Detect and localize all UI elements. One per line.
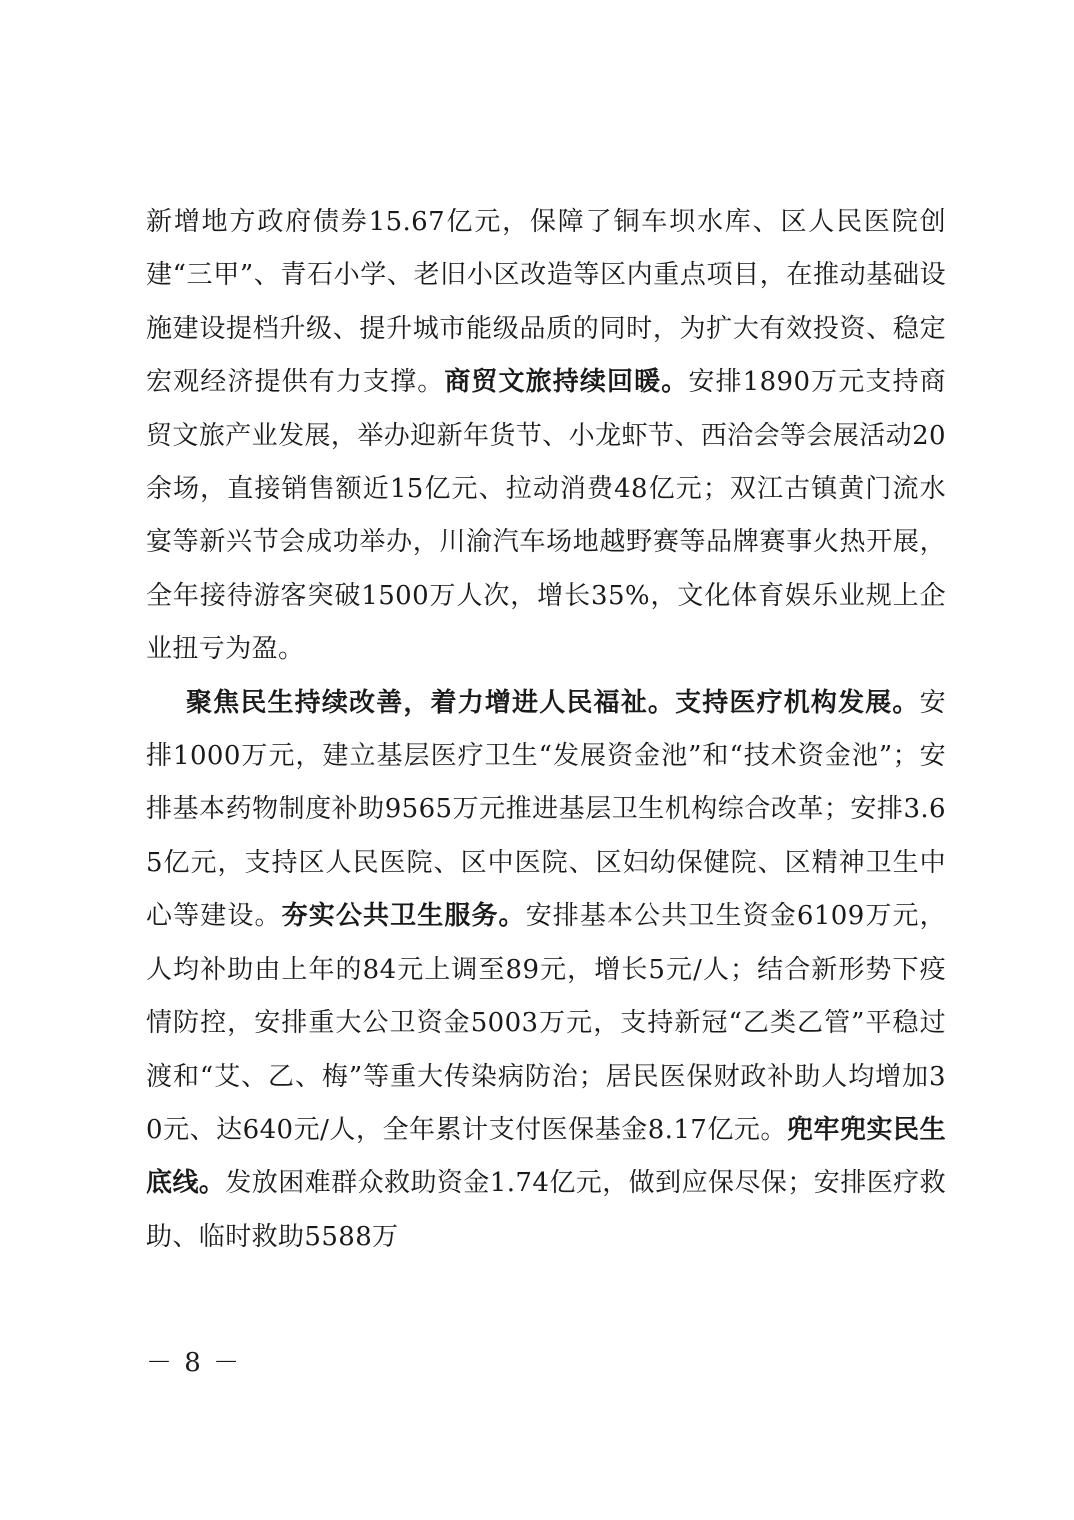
text-segment: 发放困难群众救助资金1.74亿元，做到应保尽保；安排医疗救助、临时救助5588万: [146, 1168, 946, 1252]
bold-heading: 商贸文旅持续回暖。: [444, 367, 689, 398]
document-body: [146, 196, 946, 1264]
bold-heading: 兜牢兜实民生底线。: [146, 1114, 946, 1199]
paragraph-1: [146, 196, 946, 677]
paragraph-2: [146, 677, 946, 1264]
text-segment: 安排基本公共卫生资金6109万元，人均补助由上年的84元上调至89元，增长5元/人；结合新形势下疫情防控，安排重大公卫资金5003万元，支持新冠“乙类乙管”平稳过渡和“艾、乙、梅”等重大传染病防治；居民医保财政补助人均增加30元、达640元/人，全年累计支付医保基金8.17亿元。: [146, 901, 946, 1145]
page-number: － 8 －: [146, 1348, 242, 1378]
text-segment: 安排1890万元支持商贸文旅产业发展，举办迎新年货节、小龙虾节、西洽会等会展活动20余场，直接销售额近15亿元、拉动消费48亿元；双江古镇黄门流水宴等新兴节会成功举办，川渝汽车场地越野赛等品牌赛事火热开展，全年接待游客突破1500万人次，增长35%，文化体育娱乐业规上企业扭亏为盈。: [146, 367, 946, 665]
text-segment: 新增地方政府债券15.67亿元，保障了铜车坝水库、区人民医院创建“三甲”、青石小学、老旧小区改造等区内重点项目，在推动基础设施建设提档升级、提升城市能级品质的同时，为扩大有效投资、稳定宏观经济提供有力支撑。: [146, 207, 946, 398]
section-heading: 聚焦民生持续改善，着力增进人民福祉。: [186, 687, 676, 718]
bold-heading: 支持医疗机构发展。: [675, 687, 920, 718]
bold-heading: 夯实公共卫生服务。: [281, 901, 526, 932]
text-segment: 安排1000万元，建立基层医疗卫生“发展资金池”和“技术资金池”；安排基本药物制度补助9565万元推进基层卫生机构综合改革；安排3.65亿元，支持区人民医院、区中医院、区妇幼保健院、区精神卫生中心等建设。: [146, 687, 946, 932]
